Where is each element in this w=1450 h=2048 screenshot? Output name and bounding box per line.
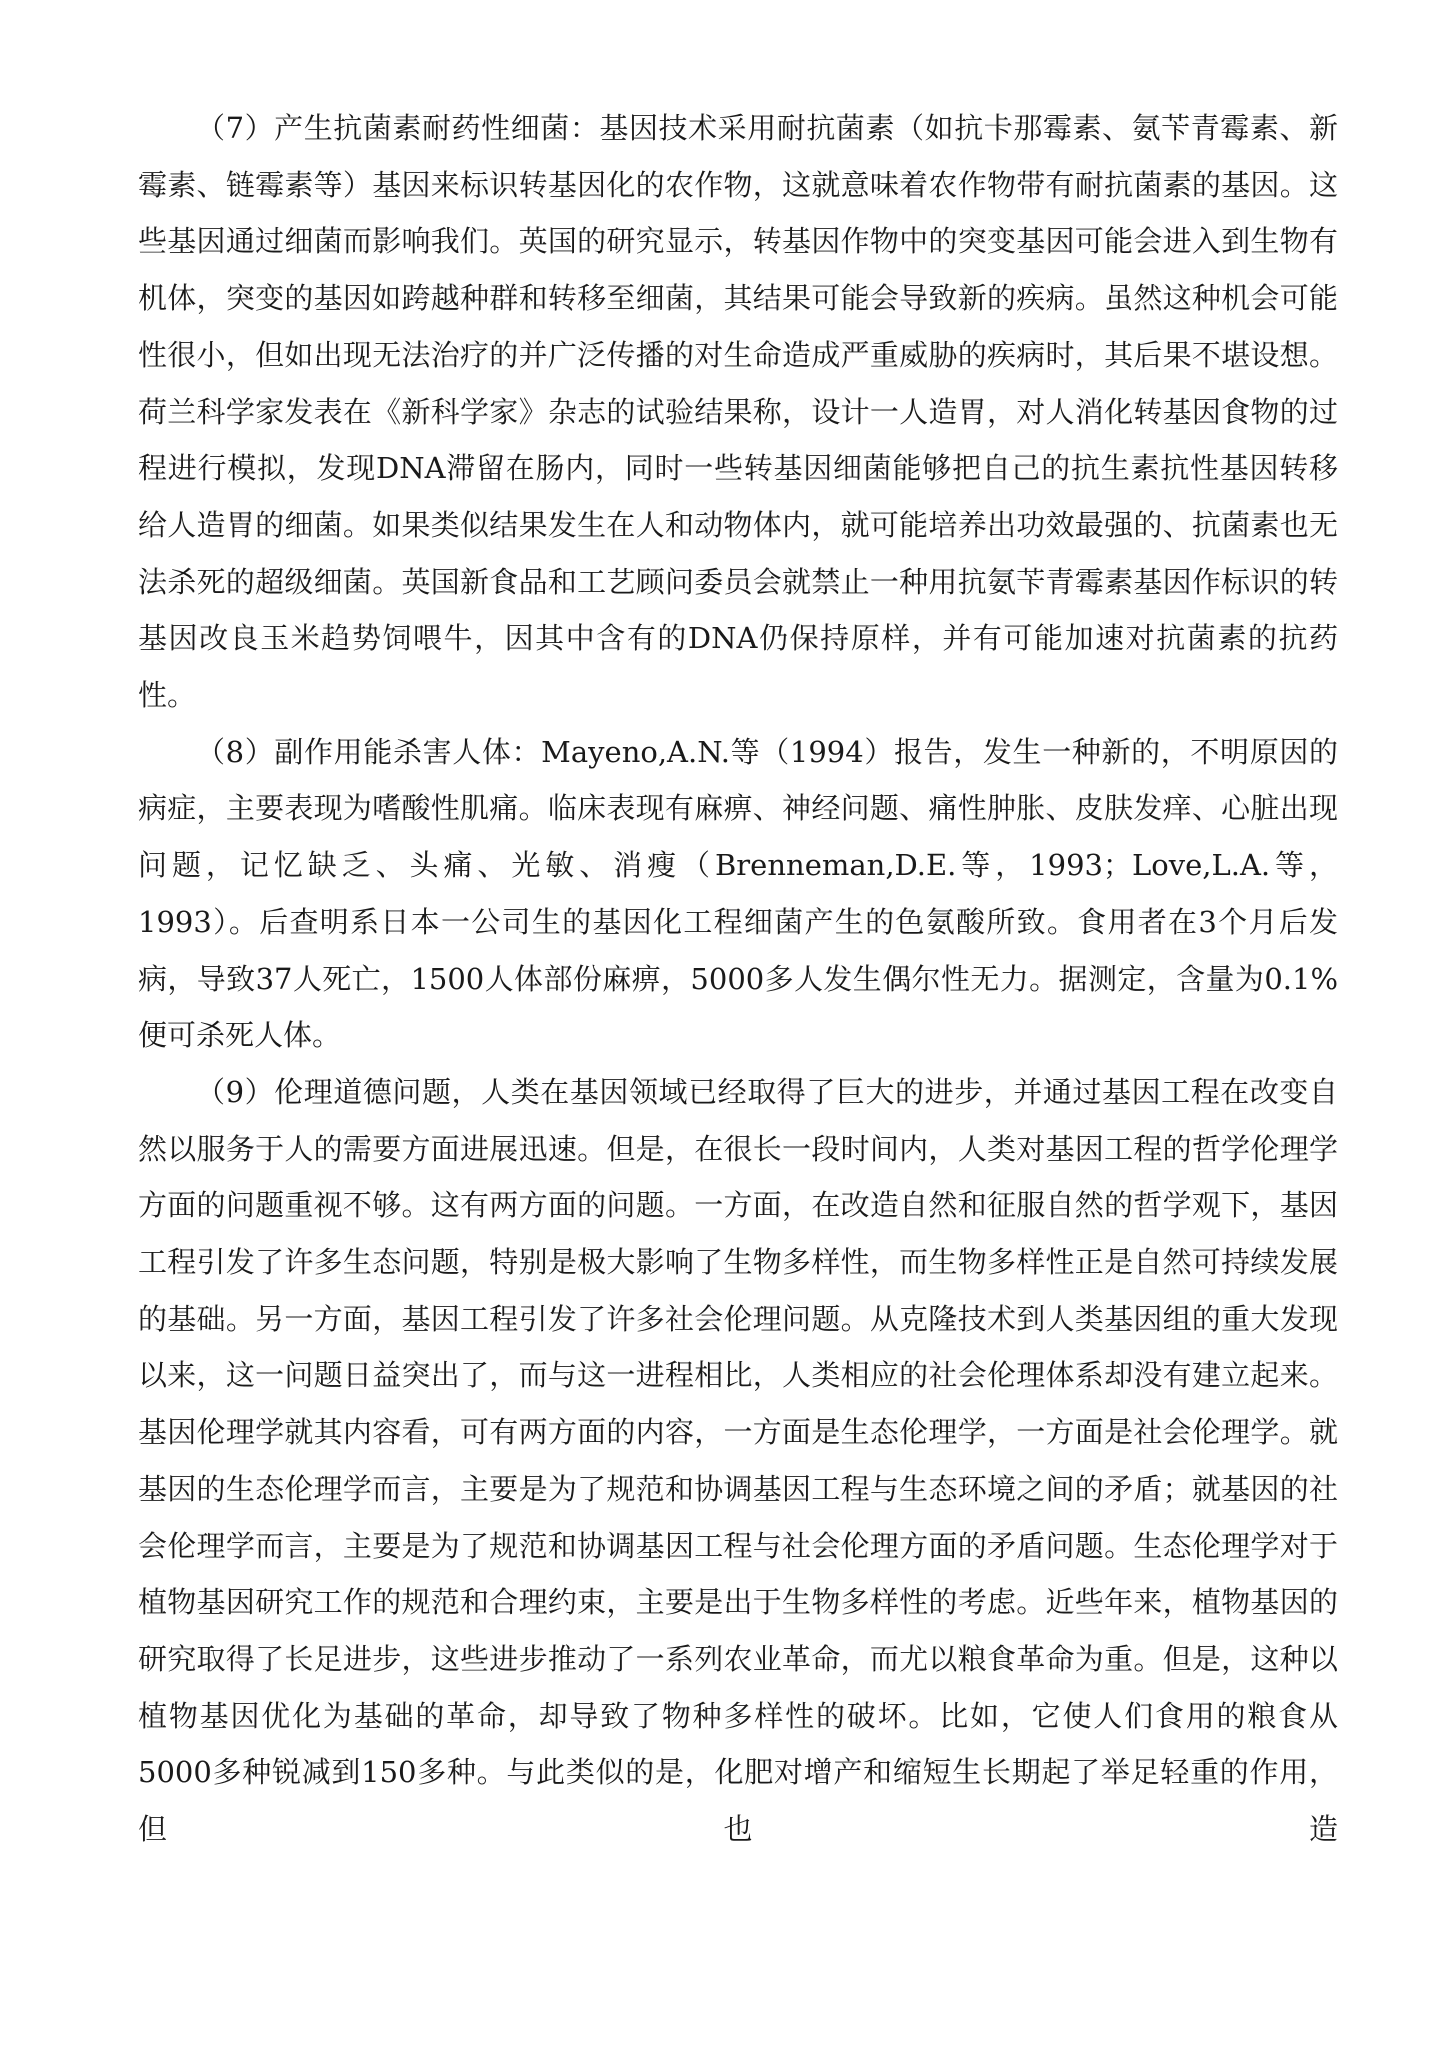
paragraph-antibiotic-resistance: （7）产生抗菌素耐药性细菌：基因技术采用耐抗菌素（如抗卡那霉素、氨苄青霉素、新霉素、链霉素等）基因来标识转基因化的农作物，这就意味着农作物带有耐抗菌素的基因。这些基因通过细菌而影响我们。英国的研究显示，转基因作物中的突变基因可能会进入到生物有机体，突变的基因如跨越种群和转移至细菌，其结果可能会导致新的疾病。虽然这种机会可能性很小，但如出现无法治疗的并广泛传播的对生命造成严重威胁的疾病时，其后果不堪设想。荷兰科学家发表在《新科学家》杂志的试验结果称，设计一人造胃，对人消化转基因食物的过程进行模拟，发现DNA滞留在肠内，同时一些转基因细菌能够把自己的抗生素抗性基因转移给人造胃的细菌。如果类似结果发生在人和动物体内，就可能培养出功效最强的、抗菌素也无法杀死的超级细菌。英国新食品和工艺顾问委员会就禁止一种用抗氨苄青霉素基因作标识的转基因改良玉米趋势饲喂牛，因其中含有的DNA仍保持原样，并有可能加速对抗菌素的抗药性。: [138, 111, 1338, 713]
body-text: [138, 100, 1338, 1858]
paragraph-ethics: （9）伦理道德问题，人类在基因领域已经取得了巨大的进步，并通过基因工程在改变自然以服务于人的需要方面进展迅速。但是，在很长一段时间内，人类对基因工程的哲学伦理学方面的问题重视不够。这有两方面的问题。一方面，在改造自然和征服自然的哲学观下，基因工程引发了许多生态问题，特别是极大影响了生物多样性，而生物多样性正是自然可持续发展的基础。另一方面，基因工程引发了许多社会伦理问题。从克隆技术到人类基因组的重大发现以来，这一问题日益突出了，而与这一进程相比，人类相应的社会伦理体系却没有建立起来。基因伦理学就其内容看，可有两方面的内容，一方面是生态伦理学，一方面是社会伦理学。就基因的生态伦理学而言，主要是为了规范和协调基因工程与生态环境之间的矛盾；就基因的社会伦理学而言，主要是为了规范和协调基因工程与社会伦理方面的矛盾问题。生态伦理学对于植物基因研究工作的规范和合理约束，主要是出于生物多样性的考虑。近些年来，植物基因的研究取得了长足进步，这些进步推动了一系列农业革命，而尤以粮食革命为重。但是，这种以植物基因优化为基础的革命，却导致了物种多样性的破坏。比如，它使人们食用的粮食从5000多种锐减到150多种。与此类似的是，化肥对增产和缩短生长期起了举足轻重的作用，但也造: [138, 1074, 1338, 1847]
paragraph-side-effects: （8）副作用能杀害人体：Mayeno,A.N.等（1994）报告，发生一种新的，不明原因的病症，主要表现为嗜酸性肌痛。临床表现有麻痹、神经问题、痛性肿胀、皮肤发痒、心脏出现问题，记忆缺乏、头痛、光敏、消瘦（Brenneman,D.E.等，1993；Love,L.A.等，1993）。后查明系日本一公司生的基因化工程细菌产生的色氨酸所致。食用者在3个月后发病，导致37人死亡，1500人体部份麻痹，5000多人发生偶尔性无力。据测定，含量为0.1%便可杀死人体。: [138, 734, 1338, 1053]
